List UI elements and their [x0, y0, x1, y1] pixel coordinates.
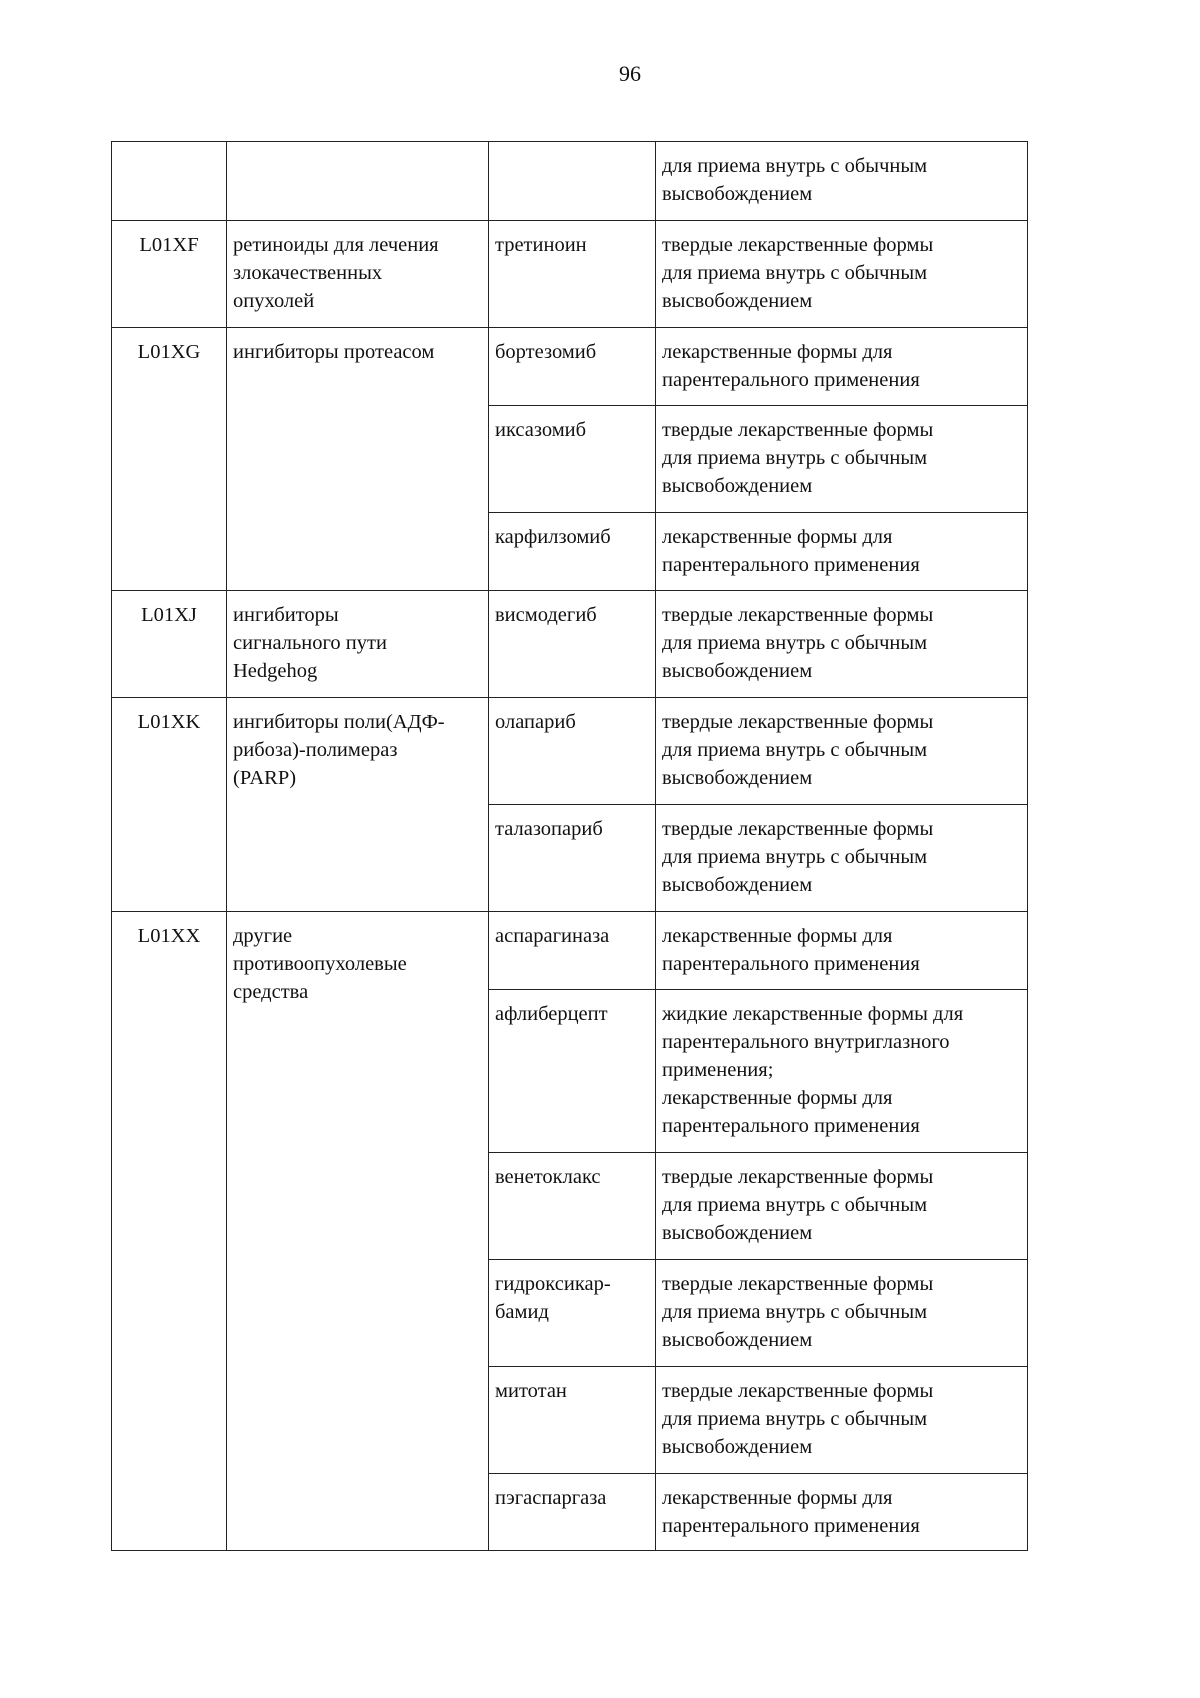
drug-cell: [489, 406, 656, 513]
form-text: применения;: [662, 1059, 774, 1081]
group-text: другие: [233, 925, 293, 947]
form-text: высвобождением: [662, 1436, 813, 1458]
form-cell: [656, 1474, 1028, 1551]
form-text: парентерального применения: [662, 554, 920, 576]
atc-code-cell: L01XJ: [112, 591, 227, 698]
drug-cell: [489, 990, 656, 1153]
drug-name: гидроксикар-: [495, 1273, 611, 1295]
form-text: твердые лекарственные формы: [662, 234, 934, 256]
form-text: для приема внутрь с обычным: [662, 155, 928, 177]
form-text: парентерального применения: [662, 953, 920, 975]
form-text: для приема внутрь с обычным: [662, 447, 928, 469]
form-text: жидкие лекарственные формы для: [662, 1003, 964, 1025]
table-row: [112, 591, 1028, 698]
form-cell: [656, 1367, 1028, 1474]
atc-code-cell: L01XF: [112, 221, 227, 328]
form-text: высвобождением: [662, 1222, 813, 1244]
drug-cell: [489, 221, 656, 328]
drug-name: афлиберцепт: [495, 1003, 608, 1025]
form-text: высвобождением: [662, 660, 813, 682]
form-text: твердые лекарственные формы: [662, 818, 934, 840]
atc-code-cell: L01XX: [112, 912, 227, 1551]
drug-name: карфилзомиб: [495, 526, 611, 548]
group-text: опухолей: [233, 290, 315, 312]
drug-name: олапариб: [495, 711, 576, 733]
drug-name: талазопариб: [495, 818, 603, 840]
drug-name: третиноин: [495, 234, 587, 256]
form-cell: [656, 990, 1028, 1153]
form-cell: [656, 591, 1028, 698]
drug-cell: [489, 912, 656, 990]
form-text: лекарственные формы для: [662, 526, 893, 548]
group-cell: [227, 912, 489, 1551]
drug-cell: [489, 1260, 656, 1367]
group-text: противоопухолевые: [233, 953, 407, 975]
drug-cell: [489, 591, 656, 698]
drug-name: бамид: [495, 1301, 549, 1323]
form-text: парентерального внутриглазного: [662, 1031, 950, 1053]
drug-cell: [489, 1367, 656, 1474]
drug-cell: [489, 513, 656, 591]
form-text: для приема внутрь с обычным: [662, 1301, 928, 1323]
form-cell: [656, 328, 1028, 406]
form-text: лекарственные формы для: [662, 1487, 893, 1509]
drug-name: бортезомиб: [495, 341, 597, 363]
drug-cell: [489, 698, 656, 805]
drug-table: [111, 141, 1028, 1551]
group-text: рибоза)-полимераз: [233, 739, 398, 761]
drug-cell: [489, 1153, 656, 1260]
form-cell: [656, 698, 1028, 805]
table-row: [112, 221, 1028, 328]
group-cell: [227, 221, 489, 328]
form-text: твердые лекарственные формы: [662, 604, 934, 626]
form-text: высвобождением: [662, 767, 813, 789]
form-cell: [656, 1260, 1028, 1367]
form-cell: [656, 805, 1028, 912]
group-text: злокачественных: [233, 262, 383, 284]
form-text: лекарственные формы для: [662, 341, 893, 363]
form-text: твердые лекарственные формы: [662, 711, 934, 733]
table-row: [112, 912, 1028, 990]
form-text: для приема внутрь с обычным: [662, 632, 928, 654]
group-cell: [227, 142, 489, 221]
form-cell: [656, 513, 1028, 591]
drug-cell: [489, 142, 656, 221]
form-cell: [656, 912, 1028, 990]
group-text: Hedgehog: [233, 660, 318, 682]
form-cell: [656, 406, 1028, 513]
form-cell: [656, 142, 1028, 221]
group-text: сигнального пути: [233, 632, 387, 654]
form-text: твердые лекарственные формы: [662, 1166, 934, 1188]
form-text: парентерального применения: [662, 369, 920, 391]
drug-name: венетоклакс: [495, 1166, 601, 1188]
group-text: ингибиторы поли(АДФ-: [233, 711, 445, 733]
form-text: для приема внутрь с обычным: [662, 1408, 928, 1430]
group-cell: [227, 698, 489, 912]
page-number: 96: [619, 61, 641, 86]
atc-code-cell: [112, 142, 227, 221]
drug-name: висмодегиб: [495, 604, 597, 626]
group-text: ретиноиды для лечения: [233, 234, 439, 256]
form-text: для приема внутрь с обычным: [662, 846, 928, 868]
atc-code-cell: L01XG: [112, 328, 227, 591]
form-text: высвобождением: [662, 874, 813, 896]
drug-name: митотан: [495, 1380, 567, 1402]
form-text: парентерального применения: [662, 1115, 920, 1137]
form-text: высвобождением: [662, 183, 813, 205]
form-text: для приема внутрь с обычным: [662, 739, 928, 761]
form-text: высвобождением: [662, 1329, 813, 1351]
group-cell: [227, 591, 489, 698]
drug-cell: [489, 1474, 656, 1551]
drug-name: пэгаспаргаза: [495, 1487, 607, 1509]
form-text: лекарственные формы для: [662, 1087, 893, 1109]
form-text: высвобождением: [662, 475, 813, 497]
form-text: парентерального применения: [662, 1515, 920, 1537]
group-text: (PARP): [233, 767, 297, 789]
group-cell: [227, 328, 489, 591]
group-text: ингибиторы протеасом: [233, 341, 435, 363]
table-row: [112, 142, 1028, 221]
form-text: для приема внутрь с обычным: [662, 262, 928, 284]
drug-name: иксазомиб: [495, 419, 587, 441]
form-text: высвобождением: [662, 290, 813, 312]
form-text: твердые лекарственные формы: [662, 1380, 934, 1402]
drug-cell: [489, 805, 656, 912]
form-text: твердые лекарственные формы: [662, 419, 934, 441]
form-cell: [656, 221, 1028, 328]
table-row: [112, 698, 1028, 805]
form-cell: [656, 1153, 1028, 1260]
atc-code-cell: L01XK: [112, 698, 227, 912]
form-text: твердые лекарственные формы: [662, 1273, 934, 1295]
group-text: ингибиторы: [233, 604, 339, 626]
form-text: для приема внутрь с обычным: [662, 1194, 928, 1216]
group-text: средства: [233, 981, 309, 1003]
table-row: [112, 328, 1028, 406]
drug-cell: [489, 328, 656, 406]
drug-name: аспарагиназа: [495, 925, 610, 947]
form-text: лекарственные формы для: [662, 925, 893, 947]
